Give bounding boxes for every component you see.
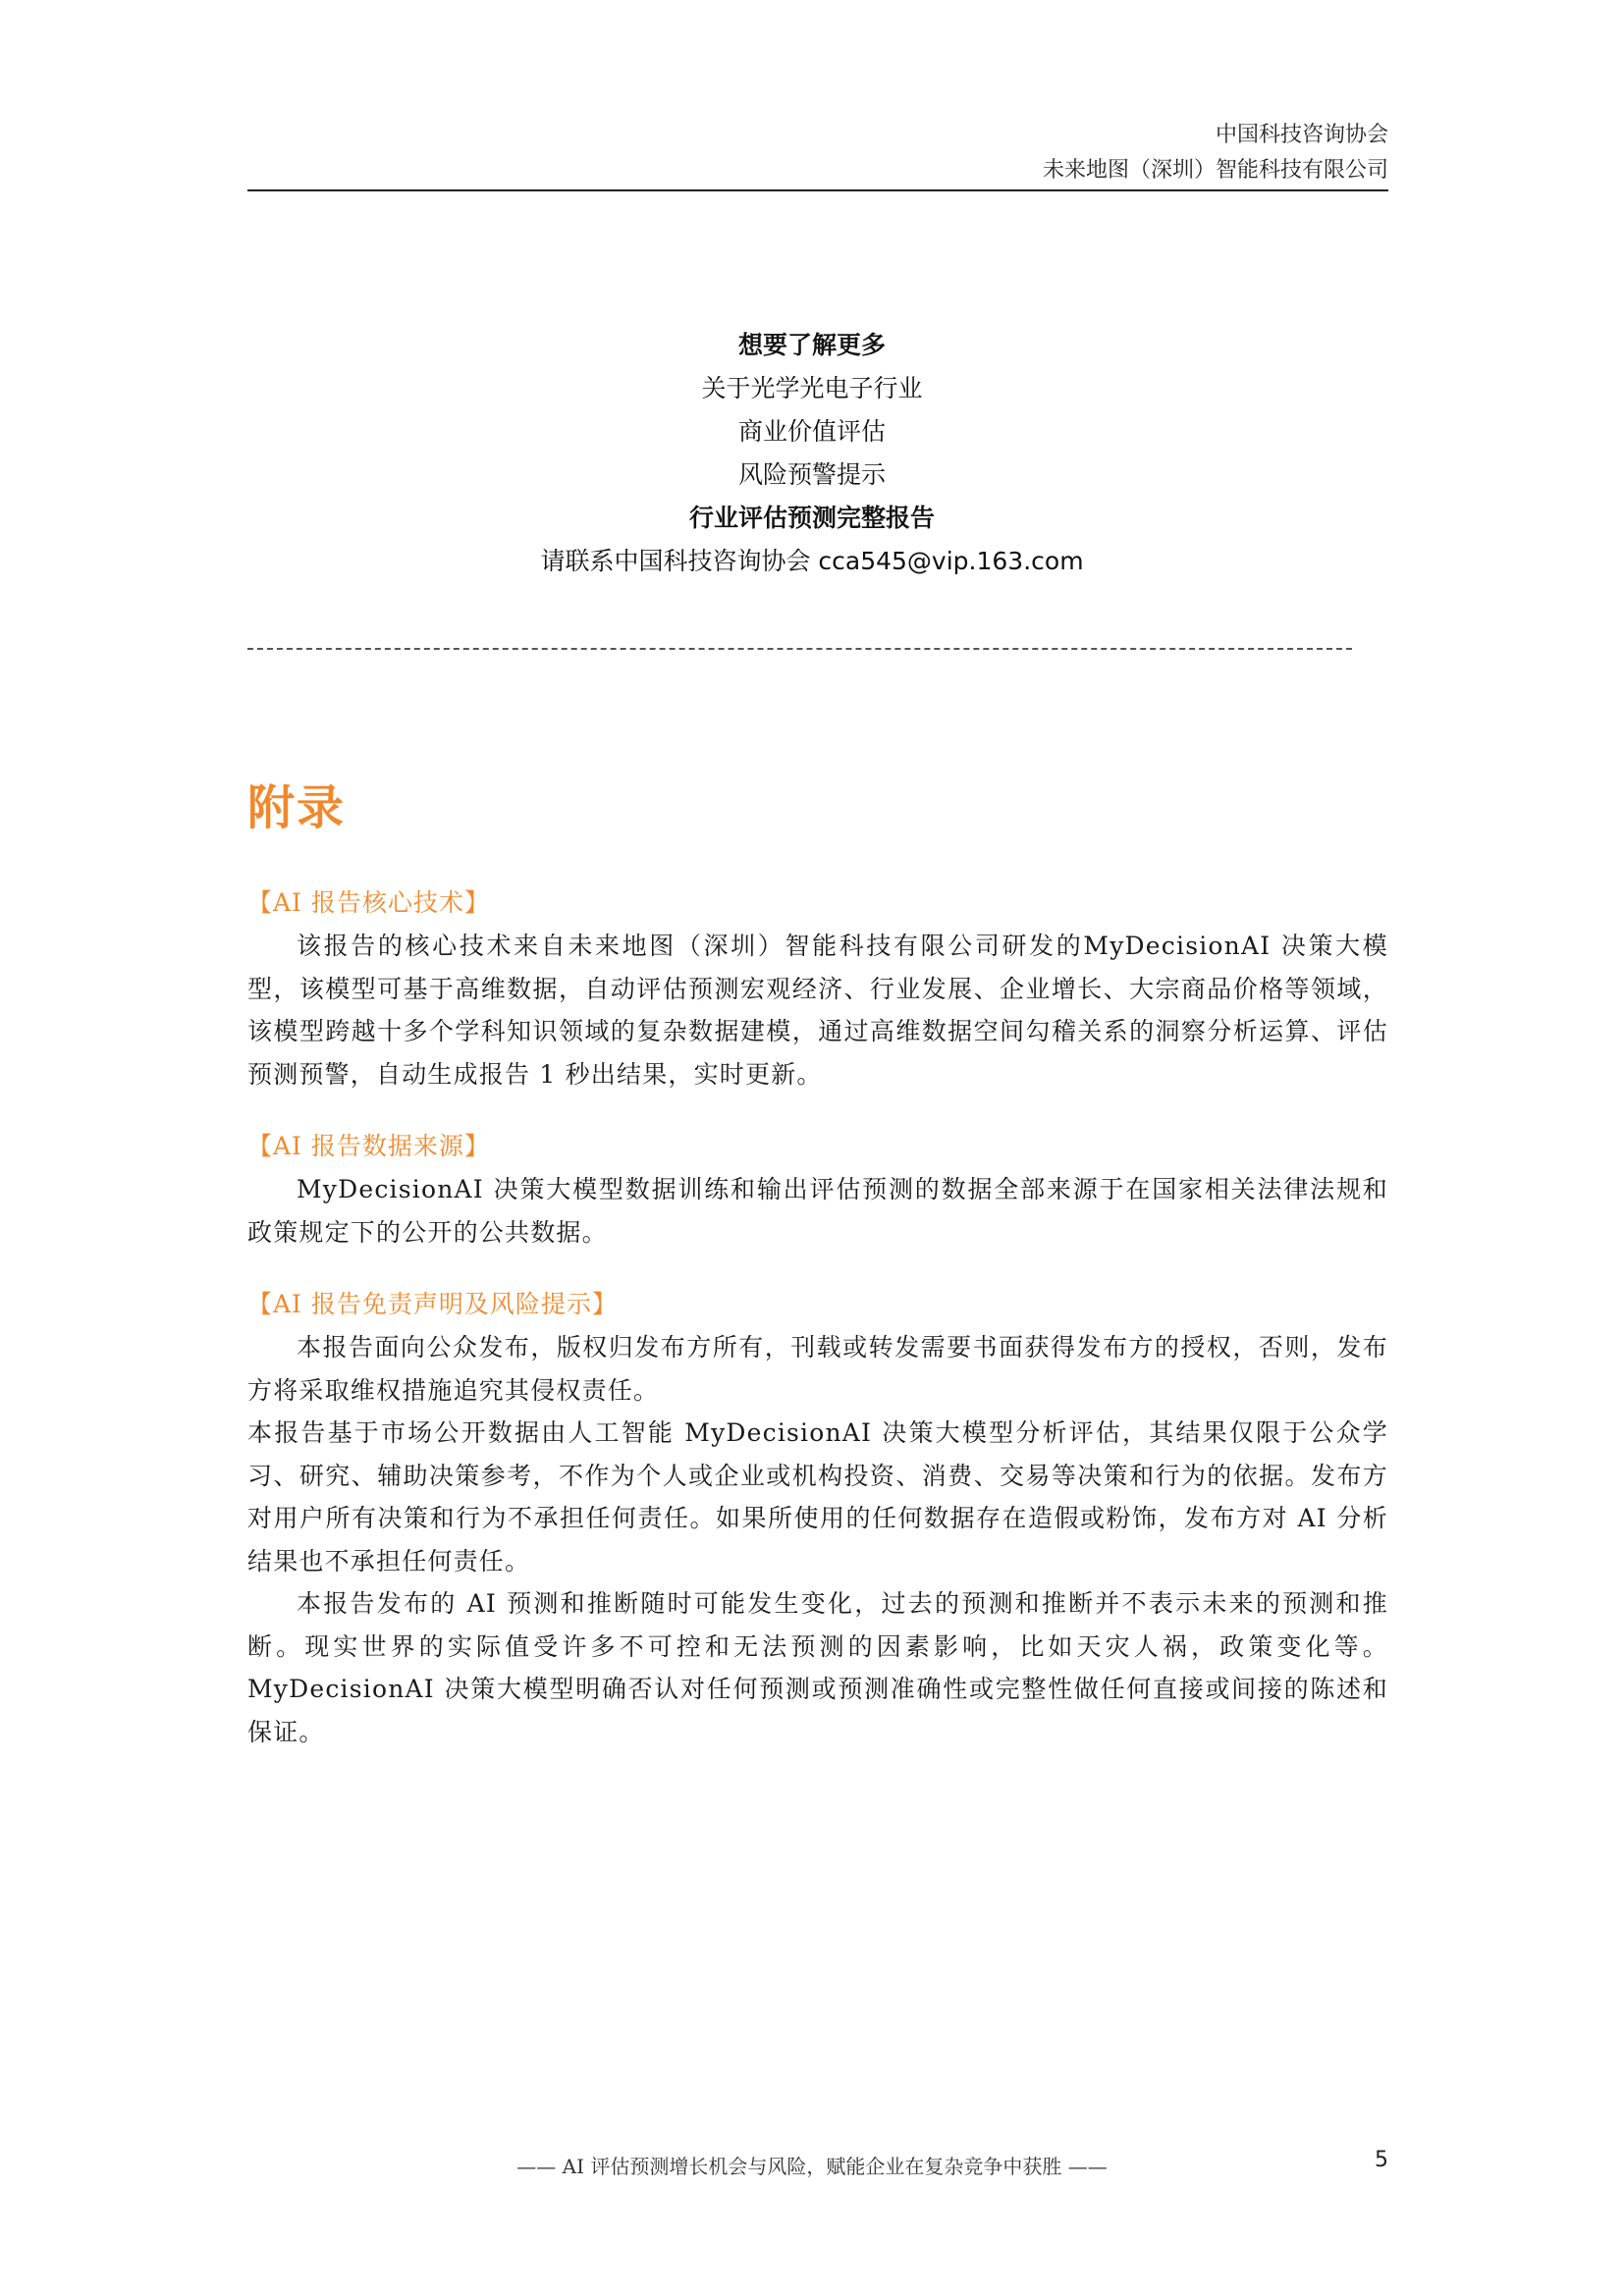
section-heading-disclaimer: 【AI 报告免责声明及风险提示】: [247, 1290, 618, 1318]
promo-line-full-report: 行业评估预测完整报告: [688, 504, 935, 532]
dashed-divider: [247, 648, 1352, 650]
appendix-body: [247, 881, 1388, 1753]
section-heading-core-tech: 【AI 报告核心技术】: [247, 888, 490, 917]
header-org-name: 中国科技咨询协会: [1215, 123, 1388, 147]
promo-contact: [0, 540, 1624, 583]
contact-label: 请联系中国科技咨询协会: [540, 547, 811, 575]
page-header: [1043, 118, 1388, 188]
contact-email-link[interactable]: cca545@vip.163.com: [818, 547, 1084, 575]
header-company-name: 未来地图（深圳）智能科技有限公司: [1042, 158, 1388, 183]
promo-line-industry: 关于光学光电子行业: [701, 374, 923, 402]
data-source-paragraph: MyDecisionAI 决策大模型数据训练和输出评估预测的数据全部来源于在国家相关法律法规和政策规定下的公开的公共数据。: [247, 1175, 1388, 1247]
promo-block: [0, 324, 1624, 583]
disclaimer-paragraph-forecast: 本报告发布的 AI 预测和推断随时可能发生变化，过去的预测和推断并不表示未来的预测和推断。现实世界的实际值受许多不可控和无法预测的因素影响，比如天灾人祸，政策变化等。MyDecisionAI 决策大模型明确否认对任何预测或预测准确性或完整性做任何直接或间接的陈述和保证。: [247, 1589, 1388, 1746]
promo-title: 想要了解更多: [737, 331, 886, 359]
footer-slogan: —— AI 评估预测增长机会与风险，赋能企业在复杂竞争中获胜 ——: [516, 2155, 1108, 2178]
section-heading-data-source: 【AI 报告数据来源】: [247, 1132, 490, 1160]
core-tech-paragraph: 该报告的核心技术来自未来地图（深圳）智能科技有限公司研发的MyDecisionAI 决策大模型，该模型可基于高维数据，自动评估预测宏观经济、行业发展、企业增长、大宗商品价格等领域，该模型跨越十多个学科知识领域的复杂数据建模，通过高维数据空间勾稽关系的洞察分析运算、评估预测预警，自动生成报告 1 秒出结果，实时更新。: [247, 932, 1388, 1089]
appendix-title: 附录: [247, 780, 347, 835]
promo-line-valuation: 商业价值评估: [737, 417, 886, 446]
disclaimer-paragraph-usage: 本报告基于市场公开数据由人工智能 MyDecisionAI 决策大模型分析评估，其结果仅限于公众学习、研究、辅助决策参考，不作为个人或企业或机构投资、消费、交易等决策和行为的依据。发布方对用户所有决策和行为不承担任何责任。如果所使用的任何数据存在造假或粉饰，发布方对 AI 分析结果也不承担任何责任。: [247, 1418, 1388, 1575]
page-number: 5: [1375, 2148, 1388, 2172]
header-divider: [247, 189, 1388, 191]
disclaimer-paragraph-copyright: 本报告面向公众发布，版权归发布方所有，刊载或转发需要书面获得发布方的授权，否则，发布方将采取维权措施追究其侵权责任。: [247, 1333, 1388, 1405]
promo-line-risk: 风险预警提示: [737, 460, 886, 489]
